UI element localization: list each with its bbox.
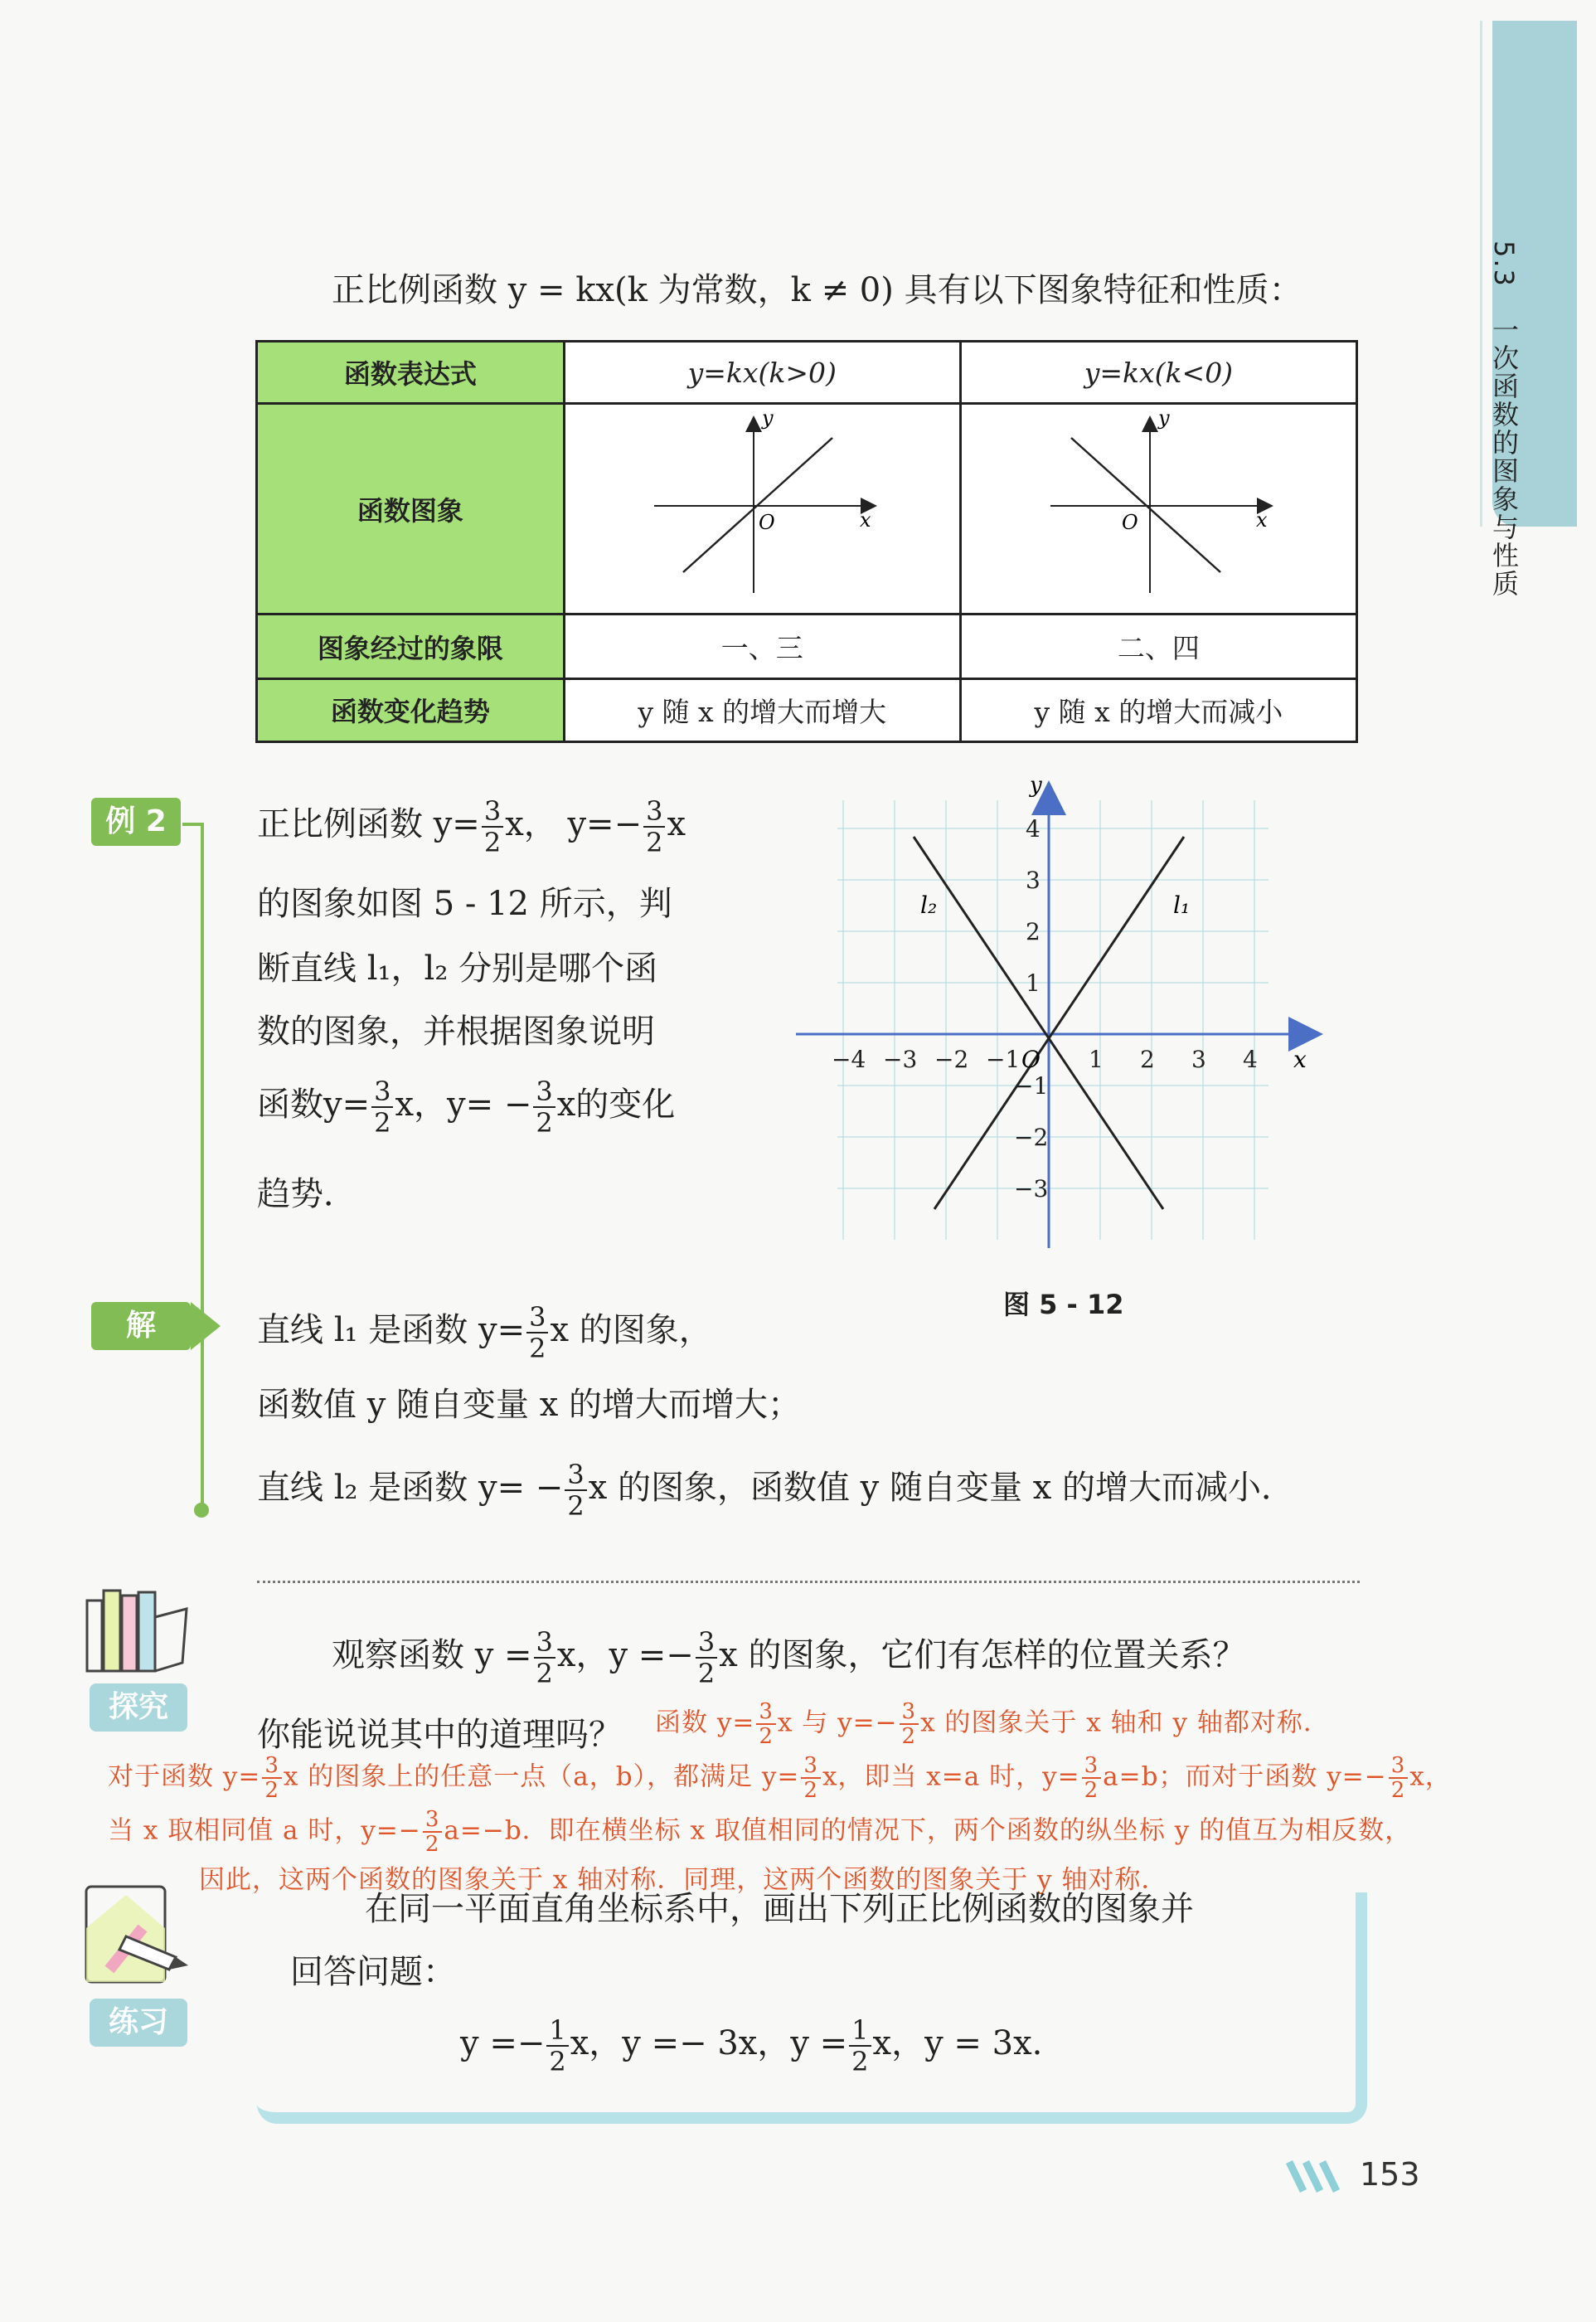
numerator: 3 [1082,1754,1102,1779]
x-tick-label: 1 [1089,1046,1104,1073]
small-graph-increasing [638,406,886,605]
x-axis-label: x [1293,1046,1307,1073]
text-span: x的变化 [556,1086,676,1124]
x-tick-label: 4 [1243,1046,1258,1073]
cell-k-negative: y=kx(k<0) [960,342,1356,404]
fraction [565,1460,586,1521]
text-span: a=−b．即在横坐标 x 取值相同的情况下，两个函数的纵坐标 y 的值互为相反数， [444,1815,1412,1846]
denominator: 2 [264,1778,279,1803]
example-line-2: 的图象如图 5 - 12 所示，判 [257,885,672,923]
origin-label: O [1122,510,1139,534]
explore-question-2: 你能说说其中的道理吗？ [257,1716,622,1754]
text-span: x 的图象，它们有怎样的位置关系？ [719,1636,1246,1674]
x-tick-label: −3 [883,1046,918,1073]
numerator: 3 [565,1460,586,1491]
numerator: 3 [696,1627,717,1659]
example-side-dot [194,1503,209,1518]
origin-label: O [759,510,775,534]
text-span: 观察函数 y = [332,1636,532,1674]
text-span: x 的图象， [550,1311,712,1349]
fraction [643,796,665,857]
solution-badge-arrow [191,1302,221,1350]
row-header: 函数变化趋势 [257,678,565,741]
handwritten-answer-line-4: 因此，这两个函数的图象关于 x 轴对称．同理，这两个函数的图象关于 y 轴对称． [199,1865,1168,1895]
explore-badge: 探究 [90,1683,187,1732]
section-number: 5.3 [1488,240,1520,288]
text-span: x， y=− [505,805,643,843]
graph-cell-k-positive [564,404,960,615]
cell-k-positive: y 随 x 的增大而增大 [564,678,960,741]
table-row [257,678,1357,741]
denominator: 2 [803,1778,818,1803]
text-span: x 与 y=− [777,1707,898,1738]
numerator: 3 [371,1076,393,1108]
text-span: x， [1409,1761,1452,1792]
cell-k-positive: 一、三 [564,615,960,678]
example-side-line [201,823,204,1511]
x-tick-label: 2 [1140,1046,1155,1073]
denominator: 2 [1390,1778,1406,1803]
fraction [423,1808,443,1856]
text-span: 函数 y= [655,1707,755,1738]
axis-label: y [762,406,774,430]
l1-label: l₁ [1173,891,1191,919]
practice-line-1: 在同一平面直角坐标系中，画出下列正比例函数的图象并 [365,1890,1194,1928]
cell-k-negative: 二、四 [960,615,1356,678]
numerator: 3 [534,1627,555,1659]
intro-text: 正比例函数 y = kx(k 为常数，k ≠ 0) 具有以下图象特征和性质： [332,271,1303,309]
denominator: 2 [1084,1778,1099,1803]
numerator: 3 [643,796,665,828]
denominator: 2 [424,1832,440,1857]
denominator: 2 [536,1107,553,1139]
example-line-3: 断直线 l₁，l₂ 分别是哪个函 [257,950,658,988]
denominator: 2 [851,2046,869,2077]
section-title: 一次函数的图象与性质 [1488,315,1520,598]
fraction [262,1754,282,1802]
text-span: x，即当 x=a 时，y= [822,1761,1080,1792]
solution-line-3 [257,1460,1294,1521]
y-axis-label: y [1030,775,1042,798]
denominator: 2 [646,827,663,858]
fraction [1389,1754,1409,1802]
l2-label: l₂ [920,891,938,919]
handwritten-answer-line-3 [108,1808,1411,1856]
chapter-tab-text [1484,240,1524,598]
text-span: x，y = 3x. [872,2024,1043,2062]
numerator: 3 [423,1808,443,1833]
x-tick-label: 3 [1191,1046,1206,1073]
grid [837,800,1269,1240]
example-line-5 [257,1076,675,1138]
y-tick-label: 4 [1026,815,1041,843]
numerator: 3 [801,1754,821,1779]
solution-badge: 解 [91,1302,191,1350]
numerator: 3 [1389,1754,1409,1779]
cell-k-positive: y=kx(k>0) [564,342,960,404]
text-span: a=b；而对于函数 y=− [1103,1761,1387,1792]
y-tick-label: −3 [1014,1175,1049,1202]
row-header: 函数表达式 [257,342,565,404]
text-span: 当 x 取相同值 a 时，y=− [108,1815,421,1846]
page-number-decoration [1285,2158,1351,2194]
example-badge: 例 2 [91,798,181,846]
example-line-1 [257,796,686,857]
origin-label: O [1021,1046,1041,1073]
text-span: x 的图象关于 x 轴和 y 轴都对称． [920,1707,1330,1738]
text-span: x [667,805,686,843]
row-header: 函数图象 [257,404,565,615]
practice-functions [460,2015,1042,2077]
x-tick-label: −1 [986,1046,1021,1073]
text-span: x，y =− 3x，y = [570,2024,848,2062]
fraction [482,796,503,857]
tab-divider [1480,21,1482,527]
figure-caption: 图 5 - 12 [1003,1289,1124,1320]
denominator: 2 [536,1658,553,1689]
fraction [371,1076,393,1138]
example-side-hook [182,823,202,826]
denominator: 2 [567,1490,585,1522]
text-span: 对于函数 y= [108,1761,261,1792]
numerator: 3 [262,1754,282,1779]
denominator: 2 [374,1107,391,1139]
denominator: 2 [759,1724,774,1749]
books-icon [79,1584,195,1679]
y-tick-label: 3 [1026,867,1041,894]
practice-badge: 练习 [90,1999,187,2047]
fraction [801,1754,821,1802]
practice-line-2: 回答问题： [290,1953,456,1991]
table-row [257,342,1357,404]
small-graph-decreasing [1034,406,1283,605]
tick-labels [832,815,1258,1202]
solution-line-1 [257,1302,712,1363]
text-span: x，y =− [556,1636,694,1674]
x-tick-label: −4 [832,1046,866,1073]
x-tick-label: −2 [934,1046,969,1073]
text-span: y =− [460,2024,546,2062]
fraction [756,1700,776,1748]
page-number: 153 [1360,2156,1420,2193]
y-tick-label: 2 [1026,918,1041,945]
graph-cell-k-negative [960,404,1356,615]
property-table [255,340,1358,743]
axis-label: y [1158,406,1170,430]
y-tick-label: −2 [1014,1124,1049,1151]
numerator: 3 [526,1302,548,1333]
text-span: x 的图象上的任意一点（a，b），都满足 y= [283,1761,800,1792]
denominator: 2 [549,2046,566,2077]
numerator: 1 [546,2015,568,2047]
fraction [534,1627,555,1688]
y-tick-label: 1 [1026,969,1041,997]
y-tick-label: −1 [1014,1072,1049,1100]
text-span: 函数y= [257,1086,371,1124]
notebook-pencil-icon [76,1878,196,1990]
text-span: 正比例函数 y= [257,805,480,843]
text-span: x，y= − [395,1086,532,1124]
row-header: 图象经过的象限 [257,615,565,678]
fraction [533,1076,555,1138]
handwritten-answer-line-1 [655,1700,1330,1748]
text-span: 直线 l₂ 是函数 y= − [257,1469,564,1507]
numerator: 3 [756,1700,776,1725]
fraction [696,1627,717,1688]
line-l1 [934,837,1184,1209]
axis-label: x [860,508,871,532]
fraction [849,2015,871,2077]
fraction [546,2015,568,2077]
numerator: 3 [533,1076,555,1108]
handwritten-answer-line-2 [108,1754,1452,1802]
fraction [1082,1754,1102,1802]
numerator: 3 [900,1700,919,1725]
axis-label: x [1256,508,1268,532]
denominator: 2 [483,827,502,858]
text-span: 直线 l₁ 是函数 y= [257,1311,526,1349]
denominator: 2 [901,1724,917,1749]
section-divider [257,1581,1360,1583]
example-line-6: 趋势． [257,1175,357,1213]
table-row [257,615,1357,678]
solution-line-2: 函数值 y 随自变量 x 的增大而增大； [257,1386,802,1424]
fraction [526,1302,548,1363]
denominator: 2 [697,1658,716,1689]
table-row [257,404,1357,615]
example-line-4: 数的图象，并根据图象说明 [257,1013,655,1051]
numerator: 3 [482,796,503,828]
figure-5-12-graph [796,775,1327,1248]
explore-question-1 [332,1627,1245,1688]
numerator: 1 [849,2015,871,2047]
fraction [900,1700,919,1748]
text-span: x 的图象，函数值 y 随自变量 x 的增大而减小． [588,1469,1294,1507]
denominator: 2 [529,1333,546,1364]
cell-k-negative: y 随 x 的增大而减小 [960,678,1356,741]
